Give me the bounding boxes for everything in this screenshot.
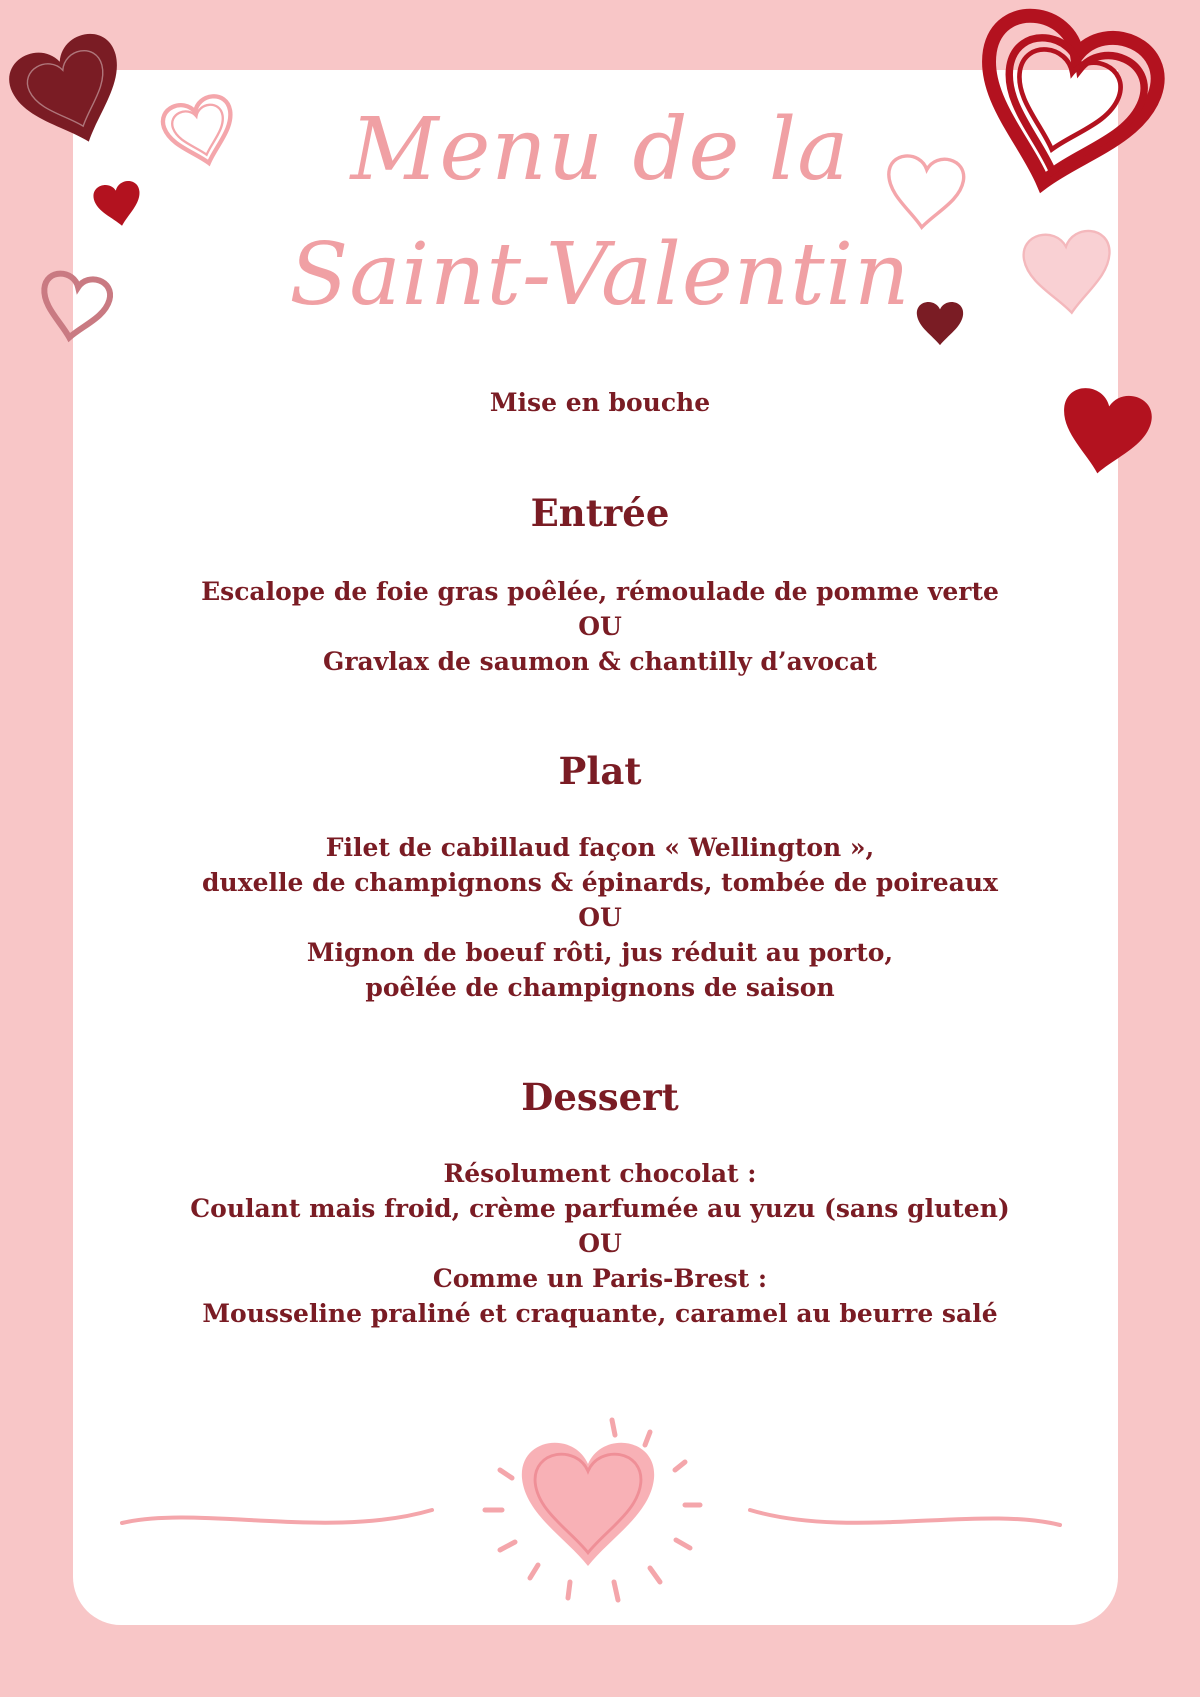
plat-heading: Plat <box>558 749 642 793</box>
dessert-items <box>0 1156 1200 1331</box>
menu-item: Gravlax de saumon & chantilly d’avocat <box>323 647 877 676</box>
menu-item: Comme un Paris-Brest : <box>432 1264 768 1293</box>
plat-section <box>0 748 1200 794</box>
menu-item: Mousseline praliné et craquante, caramel au beurre salé <box>202 1299 998 1328</box>
or-separator: OU <box>578 1229 622 1258</box>
or-separator: OU <box>578 903 622 932</box>
menu-item: Mignon de boeuf rôti, jus réduit au porto, <box>306 938 894 967</box>
dessert-section <box>0 1074 1200 1120</box>
menu-item: Filet de cabillaud façon « Wellington », <box>325 833 875 862</box>
amuse-label: Mise en bouche <box>489 388 711 417</box>
entree-heading: Entrée <box>530 491 670 535</box>
title-line-2: Saint-Valentin <box>289 225 911 325</box>
menu-item: Escalope de foie gras poêlée, rémoulade de pomme verte <box>201 577 999 606</box>
menu-item: poêlée de champignons de saison <box>365 973 835 1002</box>
entree-section <box>0 490 1200 536</box>
dessert-heading: Dessert <box>521 1075 679 1119</box>
menu-item: duxelle de champignons & épinards, tombée de poireaux <box>202 868 998 897</box>
title-line-1: Menu de la <box>350 100 850 200</box>
menu-item: Résolument chocolat : <box>443 1159 757 1188</box>
menu-item: Coulant mais froid, crème parfumée au yuzu (sans gluten) <box>190 1194 1010 1223</box>
plat-items <box>0 830 1200 1005</box>
amuse-section <box>0 385 1200 420</box>
or-separator: OU <box>578 612 622 641</box>
entree-items <box>0 574 1200 679</box>
